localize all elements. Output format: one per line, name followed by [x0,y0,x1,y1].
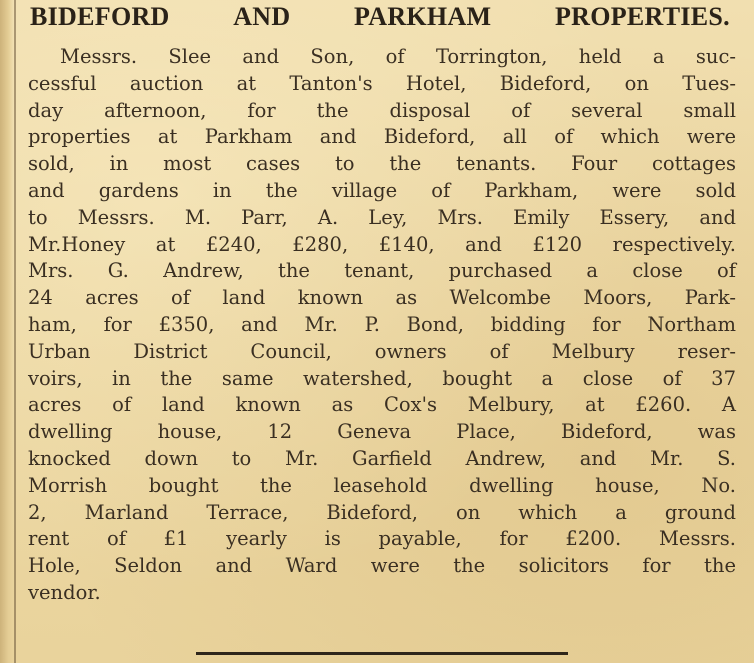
article-line: Mrs. G. Andrew, the tenant, purchased a close of [28,259,736,283]
article-line: day afternoon, for the disposal of several small [28,98,736,122]
headline-word: AND [233,2,291,31]
article-line: cessful auction at Tanton's Hotel, Bideford, on Tues- [28,71,736,95]
article-line: Messrs. Slee and Son, of Torrington, held a suc- [60,45,736,68]
article-line: 24 acres of land known as Welcombe Moors, Park- [28,286,736,310]
column-rule [14,0,16,663]
article-line: knocked down to Mr. Garfield Andrew, and Mr. S. [28,446,736,470]
article-line: voirs, in the same watershed, bought a close of 37 [28,366,736,390]
article-line: Mr.Honey at £240, £280, £140, and £120 respectively. [28,232,736,256]
article-line: acres of land known as Cox's Melbury, at £260. A [28,393,736,417]
headline-word: BIDEFORD [30,2,170,31]
article-line: Urban District Council, owners of Melbury reser- [28,339,736,363]
article-line: and gardens in the village of Parkham, were sold [28,178,736,202]
article-line: vendor. [28,580,101,604]
left-page-edge [0,0,14,663]
article-line: Morrish bought the leasehold dwelling house, No. [28,473,736,497]
article-line: Hole, Seldon and Ward were the solicitors for the [28,554,736,578]
article-line: to Messrs. M. Parr, A. Ley, Mrs. Emily Essery, and [28,205,736,229]
headline-word: PARKHAM [354,2,492,31]
headline-word: PROPERTIES. [554,2,730,31]
headline [30,2,730,32]
article-line: 2, Marland Terrace, Bideford, on which a ground [28,500,736,524]
article-body [28,44,736,607]
article-line: sold, in most cases to the tenants. Four cottages [28,152,736,176]
article-line: rent of £1 yearly is payable, for £200. Messrs. [28,527,736,551]
end-rule [196,652,568,655]
article-line: properties at Parkham and Bideford, all of which were [28,125,736,149]
article-line: ham, for £350, and Mr. P. Bond, bidding for Northam [28,312,736,336]
article-line: dwelling house, 12 Geneva Place, Bideford, was [28,420,736,444]
